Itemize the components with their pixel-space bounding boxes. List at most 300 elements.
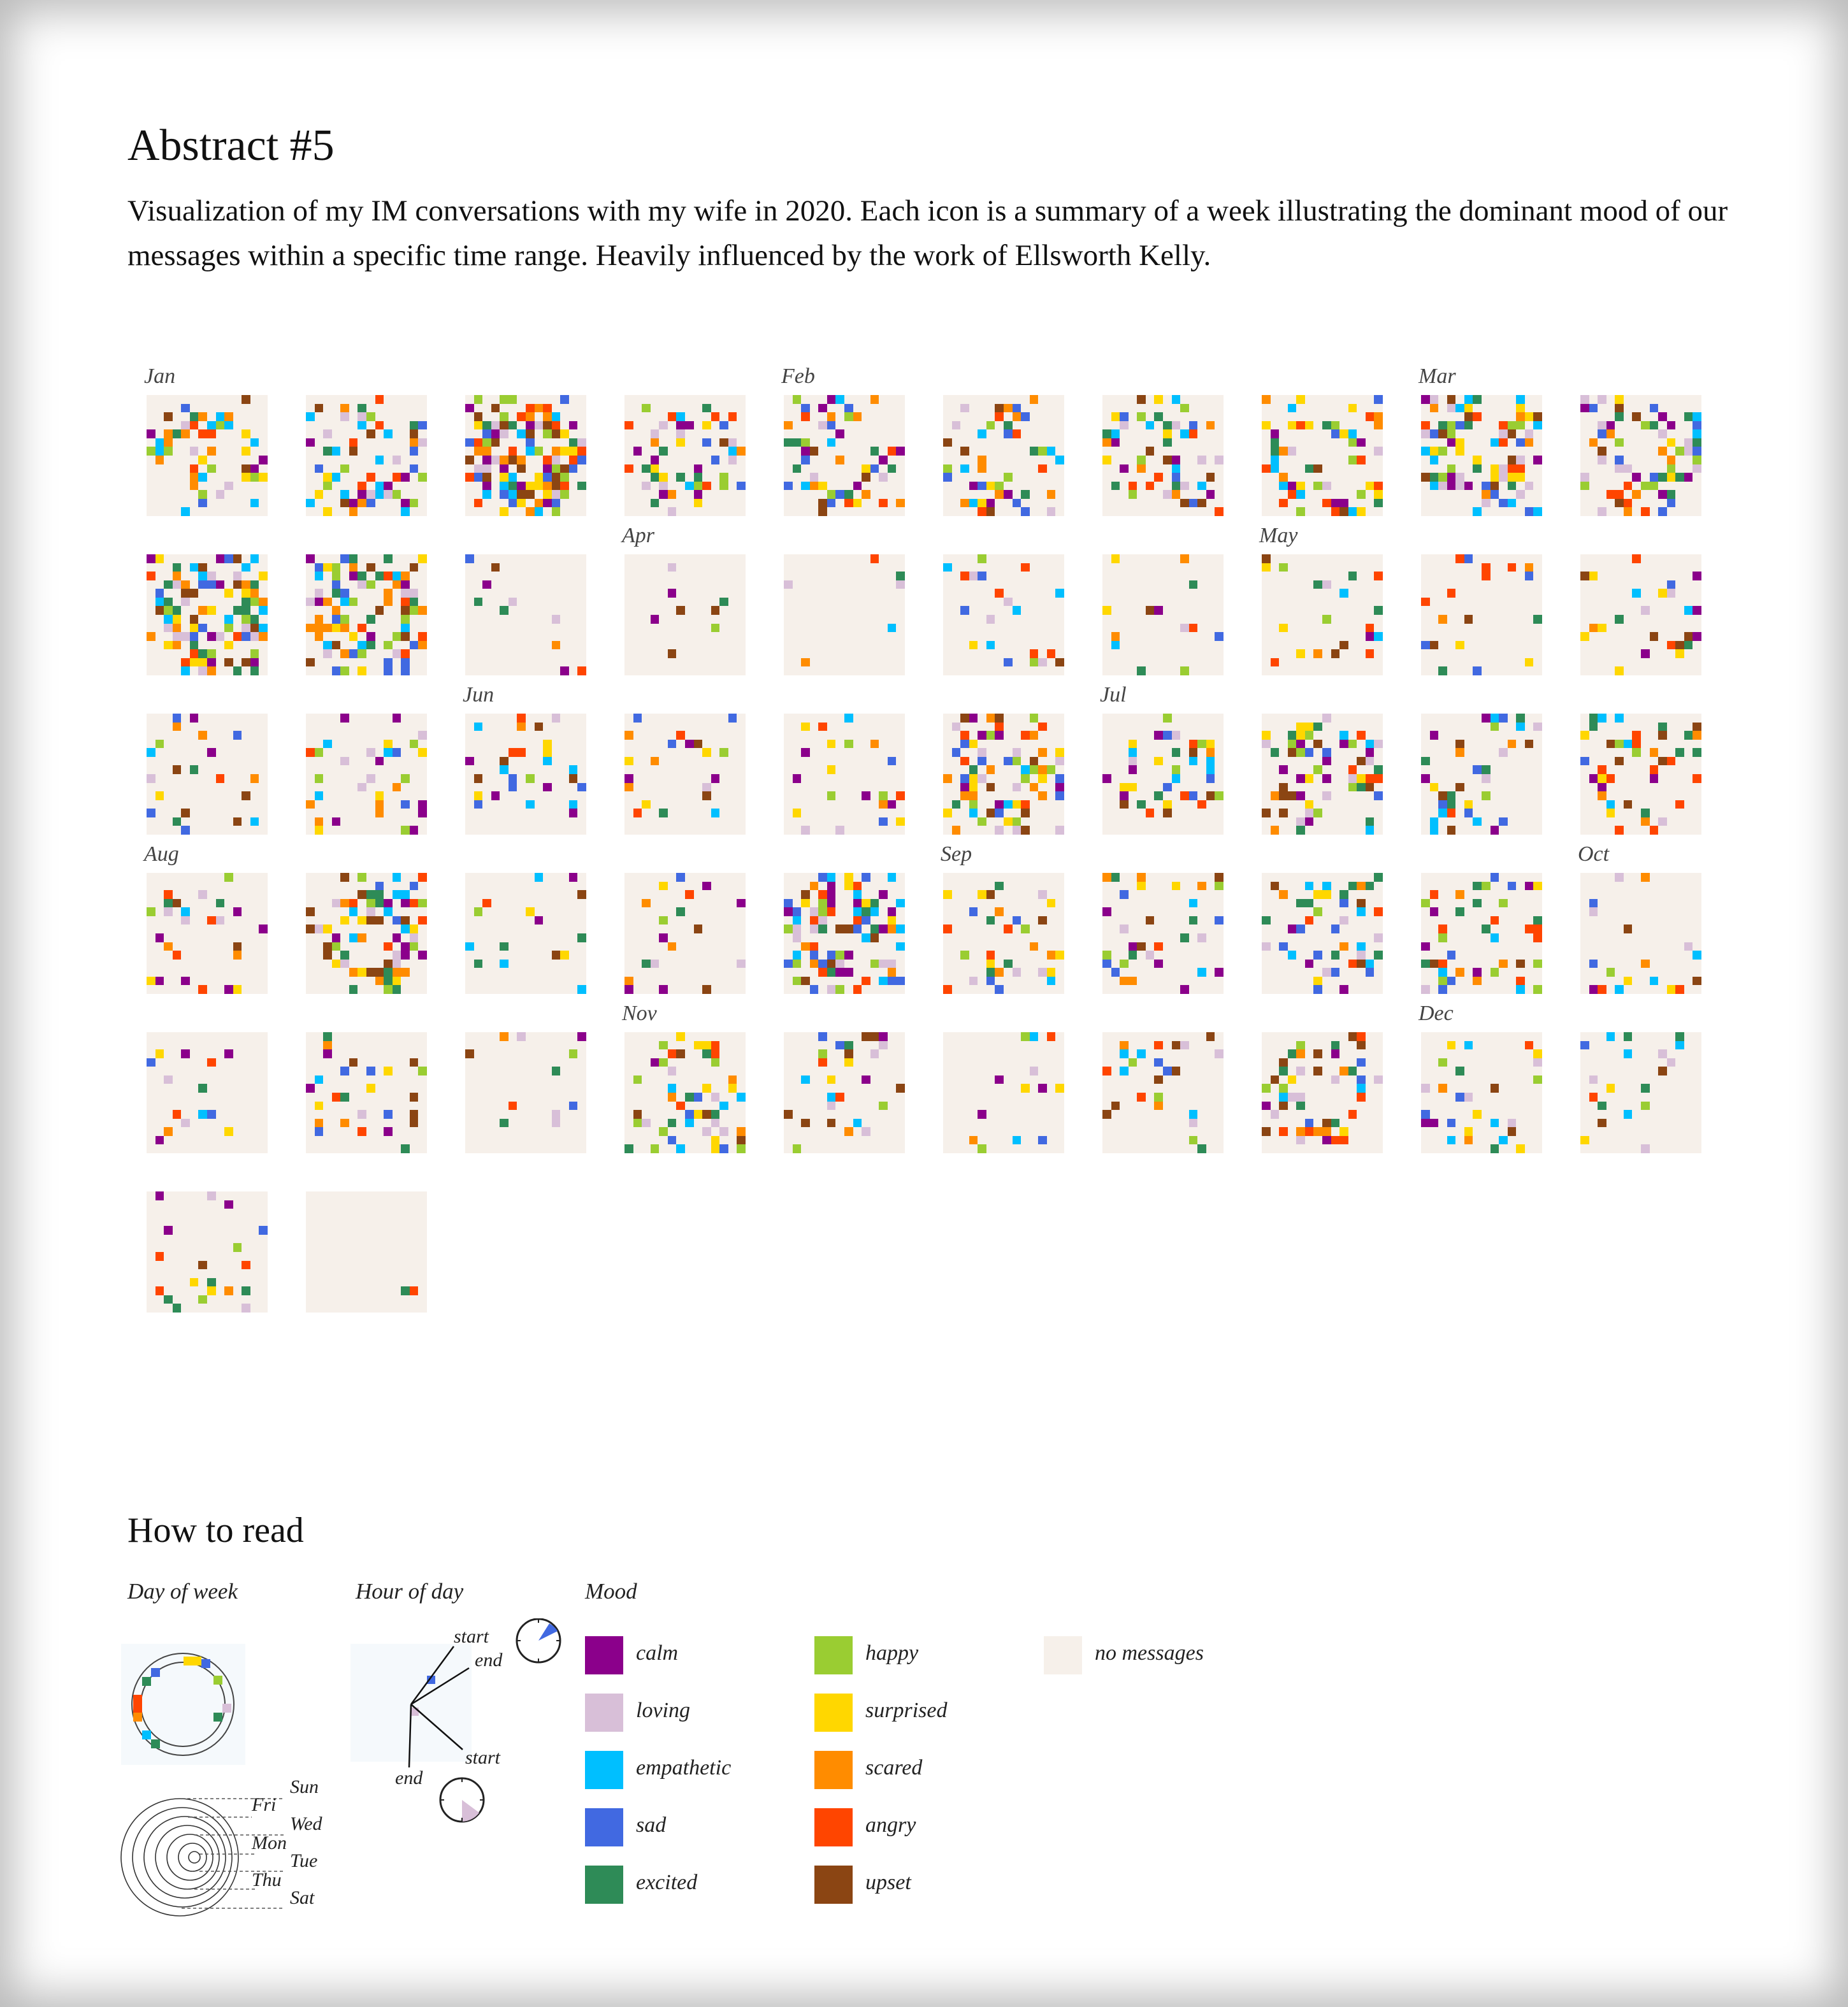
day-label-fri: Fri: [252, 1794, 277, 1815]
mood-cell: [410, 924, 419, 933]
mood-cell: [560, 490, 569, 499]
mood-cell: [393, 985, 401, 994]
mood-cell: [155, 977, 164, 986]
mood-cell: [668, 490, 677, 499]
mood-cell: [198, 624, 207, 633]
mood-cell: [552, 714, 561, 723]
mood-cell: [224, 482, 233, 491]
mood-cell: [1206, 421, 1215, 430]
mood-cell: [560, 447, 569, 456]
mood-cell: [1632, 731, 1641, 740]
mood-cell: [1438, 977, 1447, 986]
mood-cell: [995, 714, 1004, 723]
mood-cell: [844, 404, 853, 413]
mood-cell: [242, 1261, 250, 1270]
mood-cell: [1305, 809, 1314, 817]
mood-cell: [306, 1084, 315, 1093]
mood-cell: [315, 572, 324, 580]
mood-cell: [1189, 748, 1198, 757]
mood-cell: [1339, 899, 1348, 908]
mood-cell: [401, 1144, 410, 1153]
mood-cell: [1172, 473, 1181, 482]
mood-cell: [1137, 464, 1146, 473]
mood-cell: [1430, 404, 1439, 413]
mood-cell: [952, 723, 961, 731]
mood-cell: [1120, 1041, 1129, 1050]
mood-cell: [1499, 1136, 1508, 1145]
mood-cell: [1288, 951, 1297, 960]
mood-cell: [1374, 1075, 1383, 1084]
mood-cell: [198, 1295, 207, 1304]
mood-cell: [259, 1226, 268, 1235]
mood-cell: [1339, 589, 1348, 598]
mood-cell: [1366, 412, 1375, 421]
mood-cell: [943, 563, 952, 572]
mood-cell: [357, 404, 366, 413]
mood-cell: [719, 1127, 728, 1136]
mood-cell: [164, 899, 173, 908]
mood-cell: [233, 731, 242, 740]
mood-cell: [366, 748, 375, 757]
mood-cell: [181, 907, 190, 916]
mood-cell: [1491, 490, 1499, 499]
mood-cell: [147, 632, 155, 641]
mood-cell: [349, 899, 358, 908]
mood-cell: [1146, 951, 1155, 960]
mood-cell: [1357, 1084, 1366, 1093]
mood-cell: [181, 826, 190, 835]
mood-cell: [1357, 1075, 1366, 1084]
mood-cell: [410, 641, 419, 650]
mood-cell: [552, 1067, 561, 1075]
mood-cell: [1632, 748, 1641, 757]
mood-cell: [1499, 960, 1508, 968]
mood-cell: [978, 456, 986, 464]
mood-cell: [1357, 1041, 1366, 1050]
mood-cell: [1464, 482, 1473, 491]
mood-cell: [896, 942, 905, 951]
mood-cell: [1533, 507, 1542, 516]
mood-cell: [242, 473, 250, 482]
mood-cell: [844, 499, 853, 508]
mood-cell: [1438, 960, 1447, 968]
mood-cell: [216, 774, 225, 783]
mood-cell: [1624, 740, 1633, 749]
mood-cell: [393, 890, 401, 899]
mood-cell: [633, 809, 642, 817]
mood-cell: [986, 977, 995, 986]
mood-cell: [844, 1058, 853, 1067]
mood-cell: [366, 490, 375, 499]
mood-cell: [1693, 723, 1701, 731]
mood-cell: [801, 826, 810, 835]
mood-cell: [1641, 421, 1650, 430]
mood-cell: [960, 757, 969, 766]
mood-cell: [1508, 429, 1517, 438]
mood-cell: [315, 632, 324, 641]
mood-cell: [500, 412, 509, 421]
mood-cell: [853, 890, 862, 899]
mood-cell: [482, 438, 491, 447]
mood-cell: [1004, 473, 1013, 482]
mood-cell: [1473, 507, 1482, 516]
mood-cell: [711, 1058, 720, 1067]
mood-cell: [659, 1041, 668, 1050]
mood-cell: [1279, 1127, 1288, 1136]
mood-cell: [827, 1093, 836, 1102]
mood-cell: [1189, 580, 1198, 589]
mood-cell: [393, 580, 401, 589]
mood-cell: [633, 1075, 642, 1084]
mood-cell: [624, 464, 633, 473]
mood-cell: [147, 809, 155, 817]
mood-cell: [250, 580, 259, 589]
mood-cell: [1589, 899, 1598, 908]
mood-cell: [853, 1119, 862, 1128]
week-icon: [1418, 1002, 1542, 1153]
mood-cell: [1013, 826, 1021, 835]
mood-cell: [1430, 447, 1439, 456]
mood-cell: [1215, 1049, 1224, 1058]
day-of-week-label: Day of week: [127, 1579, 238, 1604]
mood-cell: [986, 809, 995, 817]
mood-cell: [357, 916, 366, 925]
week-icon: [1100, 683, 1224, 835]
mood-cell: [1129, 757, 1137, 766]
mood-cell: [401, 632, 410, 641]
mood-cell: [366, 774, 375, 783]
mood-cell: [810, 882, 819, 891]
mood-cell: [1447, 1119, 1456, 1128]
mood-cell: [676, 473, 685, 482]
mood-cell: [1421, 1110, 1430, 1119]
mood-cell: [651, 960, 660, 968]
mood-cell: [1206, 473, 1215, 482]
mood-cell: [323, 641, 332, 650]
mood-cell: [1120, 800, 1129, 809]
mood-cell: [1013, 429, 1021, 438]
mood-cell: [1374, 447, 1383, 456]
mood-cell: [340, 615, 349, 624]
mood-cell: [465, 942, 474, 951]
mood-cell: [375, 757, 384, 766]
day-label-mon: Mon: [252, 1832, 287, 1853]
mood-cell: [418, 731, 427, 740]
mood-cell: [685, 1110, 694, 1119]
mood-cell: [827, 951, 836, 960]
mood-cell: [181, 589, 190, 598]
mood-cell: [685, 482, 694, 491]
mood-cell: [1624, 924, 1633, 933]
mood-cell: [1102, 960, 1111, 968]
mood-cell: [1129, 1058, 1137, 1067]
mood-cell: [332, 580, 341, 589]
mood-cell: [216, 554, 225, 563]
mood-cell: [1348, 740, 1357, 749]
mood-cell: [357, 641, 366, 650]
mood-cell: [986, 960, 995, 968]
mood-cell: [1366, 826, 1375, 835]
mood-cell: [543, 421, 552, 430]
mood-cell: [711, 412, 720, 421]
mood-cell: [1004, 598, 1013, 607]
mood-cell: [862, 977, 870, 986]
mood-cell: [711, 1144, 720, 1153]
mood-cell: [659, 916, 668, 925]
mood-cell: [986, 951, 995, 960]
week-background: [147, 714, 268, 835]
mood-cell: [1180, 985, 1189, 994]
mood-cell: [569, 447, 578, 456]
mood-cell: [1215, 632, 1224, 641]
mood-cell: [1102, 1110, 1111, 1119]
mood-cell: [315, 624, 324, 633]
mood-cell: [233, 606, 242, 615]
mood-cell: [793, 809, 802, 817]
mood-cell: [1055, 748, 1064, 757]
mood-cell: [410, 882, 419, 891]
mood-cell: [1374, 907, 1383, 916]
mood-cell: [1525, 658, 1534, 667]
mood-cell: [577, 985, 586, 994]
mood-cell: [1374, 765, 1383, 774]
mood-cell: [393, 649, 401, 658]
mood-cell: [242, 395, 250, 404]
mood-cell: [1154, 1058, 1163, 1067]
mood-cell: [1455, 783, 1464, 792]
mood-cell: [1533, 1058, 1542, 1067]
mood-cell: [1667, 499, 1676, 508]
mood-cell: [1675, 447, 1684, 456]
mood-cell: [250, 666, 259, 675]
mood-cell: [357, 933, 366, 942]
mood-cell: [1589, 714, 1598, 723]
mood-cell: [702, 404, 711, 413]
mood-cell: [1322, 774, 1331, 783]
mood-cell: [1120, 960, 1129, 968]
mood-cell: [323, 624, 332, 633]
mood-cell: [315, 826, 324, 835]
mood-cell: [401, 507, 410, 516]
mood-cell: [818, 916, 827, 925]
mood-cell: [375, 606, 384, 615]
mood-cell: [1516, 412, 1525, 421]
mood-cell: [624, 985, 633, 994]
mood-cell: [1288, 404, 1297, 413]
mood-cell: [1684, 473, 1693, 482]
mood-cell: [198, 1110, 207, 1119]
mood-cell: [1279, 765, 1288, 774]
mood-cell: [642, 960, 651, 968]
mood-cell: [1641, 1102, 1650, 1111]
mood-cell: [711, 774, 720, 783]
mood-cell: [349, 572, 358, 580]
month-label: Jan: [144, 364, 176, 388]
mood-cell: [1491, 464, 1499, 473]
mood-cell: [340, 960, 349, 968]
mood-cell: [1331, 1119, 1340, 1128]
mood-cell: [1499, 464, 1508, 473]
mood-cell: [560, 473, 569, 482]
mood-cell: [1030, 649, 1039, 658]
mood-cell: [1624, 507, 1633, 516]
mood-cell: [1163, 456, 1172, 464]
mood-cell: [1667, 490, 1676, 499]
mood-cell: [526, 774, 535, 783]
mood-cell: [1615, 404, 1624, 413]
mood-cell: [401, 916, 410, 925]
mood-cell: [1615, 615, 1624, 624]
mood-cell: [410, 1110, 419, 1119]
mood-cell: [517, 714, 526, 723]
mood-cell: [1516, 456, 1525, 464]
week-icon: [624, 395, 746, 516]
mood-cell: [1305, 899, 1314, 908]
mood-cell: [323, 649, 332, 658]
mood-cell: [1215, 873, 1224, 882]
mood-cell: [986, 507, 995, 516]
mood-cell: [1348, 1110, 1357, 1119]
mood-cell: [233, 907, 242, 916]
week-icon: [1262, 714, 1383, 835]
mood-cell: [1650, 977, 1659, 986]
mood-cell: [1172, 1067, 1181, 1075]
mood-cell: [870, 395, 879, 404]
mood-cell: [1013, 404, 1021, 413]
mood-cell: [375, 482, 384, 491]
mood-cell: [1438, 482, 1447, 491]
mood-cell: [198, 456, 207, 464]
mood-cell: [190, 473, 199, 482]
mood-cell: [340, 899, 349, 908]
mood-cell: [801, 977, 810, 986]
mood-cell: [1038, 968, 1047, 977]
mood-cell: [1641, 507, 1650, 516]
mood-cell: [1464, 1127, 1473, 1136]
mood-cell: [827, 1075, 836, 1084]
mood-cell: [207, 649, 216, 658]
mood-cell: [349, 447, 358, 456]
mood-cell: [198, 499, 207, 508]
mood-cell: [827, 960, 836, 968]
mood-cell: [659, 473, 668, 482]
mood-cell: [259, 632, 268, 641]
mood-cell: [509, 748, 517, 757]
mood-cell: [801, 482, 810, 491]
mood-cell: [1021, 563, 1030, 572]
mood-cell: [1348, 404, 1357, 413]
mood-cell: [896, 572, 905, 580]
mood-cell: [155, 933, 164, 942]
mood-cell: [181, 421, 190, 430]
mood-cell: [879, 960, 888, 968]
mood-cell: [1013, 783, 1021, 792]
mood-cell: [995, 482, 1004, 491]
legend-label: upset: [865, 1871, 911, 1894]
mood-cell: [375, 809, 384, 817]
mood-cell: [474, 421, 483, 430]
mood-cell: [1038, 765, 1047, 774]
mood-cell: [242, 563, 250, 572]
mood-cell: [1438, 809, 1447, 817]
mood-cell: [1615, 666, 1624, 675]
mood-cell: [694, 490, 703, 499]
mood-cell: [1102, 456, 1111, 464]
mood-cell: [1021, 800, 1030, 809]
mood-cell: [1163, 714, 1172, 723]
mood-cell: [375, 800, 384, 809]
mood-cell: [1447, 404, 1456, 413]
mood-cell: [1357, 490, 1366, 499]
mood-cell: [384, 960, 393, 968]
mood-cell: [259, 473, 268, 482]
mood-cell: [694, 473, 703, 482]
mood-cell: [207, 421, 216, 430]
mood-cell: [835, 456, 844, 464]
mood-cell: [216, 490, 225, 499]
mood-cell: [1516, 723, 1525, 731]
mood-cell: [1339, 499, 1348, 508]
mood-cell: [181, 580, 190, 589]
mood-cell: [357, 412, 366, 421]
mood-cell: [1154, 1093, 1163, 1102]
mood-cell: [1606, 800, 1615, 809]
mood-cell: [1615, 438, 1624, 447]
mood-cell: [862, 916, 870, 925]
mood-cell: [1296, 740, 1305, 749]
mood-cell: [1598, 395, 1606, 404]
mood-cell: [181, 632, 190, 641]
mood-cell: [1163, 421, 1172, 430]
mood-cell: [1262, 563, 1271, 572]
mood-cell: [1658, 429, 1667, 438]
mood-cell: [216, 421, 225, 430]
mood-cell: [1533, 882, 1542, 891]
mood-cell: [1667, 438, 1676, 447]
mood-cell: [577, 456, 586, 464]
mood-cell: [543, 783, 552, 792]
mood-cell: [349, 1058, 358, 1067]
mood-cell: [1693, 731, 1701, 740]
mood-cell: [1606, 968, 1615, 977]
mood-cell: [1322, 890, 1331, 899]
mood-cell: [474, 960, 483, 968]
mood-cell: [810, 916, 819, 925]
mood-cell: [181, 1119, 190, 1128]
mood-cell: [1447, 800, 1456, 809]
hour-start-bottom: start: [465, 1747, 501, 1768]
mood-cell: [801, 748, 810, 757]
mood-cell: [1305, 817, 1314, 826]
mood-cell: [870, 740, 879, 749]
mood-cell: [624, 783, 633, 792]
mood-cell: [1357, 1032, 1366, 1041]
mood-cell: [535, 507, 544, 516]
mood-cell: [737, 1144, 746, 1153]
mood-cell: [651, 438, 660, 447]
mood-cell: [676, 412, 685, 421]
mood-cell: [552, 615, 561, 624]
mood-cell: [737, 482, 746, 491]
mood-cell: [1589, 723, 1598, 731]
mood-cell: [1693, 421, 1701, 430]
mood-cell: [810, 985, 819, 994]
mood-cell: [384, 429, 393, 438]
mood-cell: [474, 447, 483, 456]
mood-cell: [384, 598, 393, 607]
mood-cell: [323, 429, 332, 438]
mood-cell: [1313, 649, 1322, 658]
